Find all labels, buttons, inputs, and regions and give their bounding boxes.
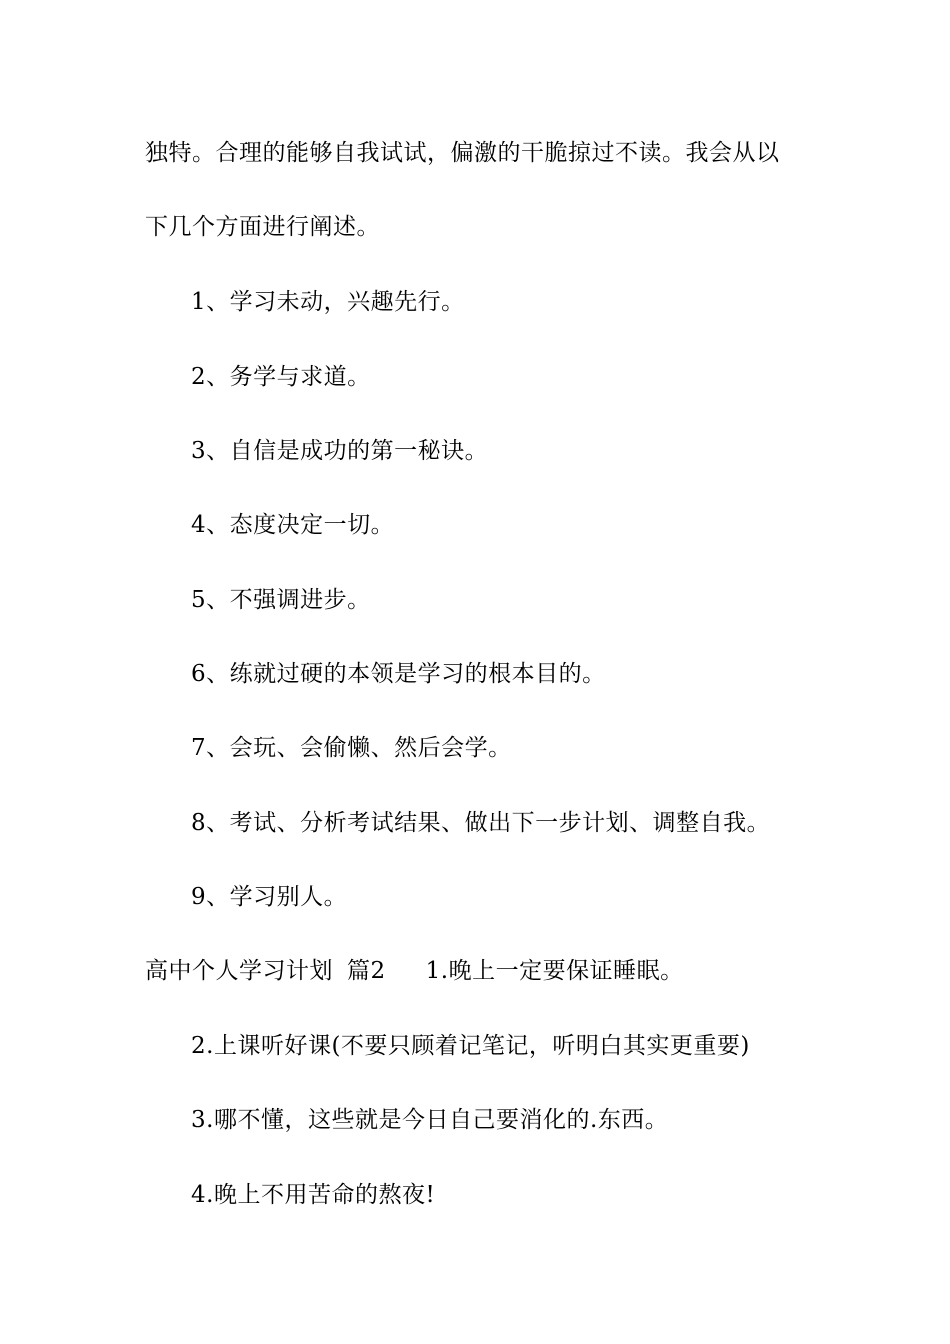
list-item-8: 8、考试、分析考试结果、做出下一步计划、调整自我。 [191,810,771,836]
list-item-3: 3、自信是成功的第一秘诀。 [191,438,489,464]
intro-line-1: 独特。合理的能够自我试试，偏激的干脆掠过不读。我会从以 [145,140,780,166]
intro-line-2: 下几个方面进行阐述。 [145,214,380,240]
section-item-3: 3.哪不懂，这些就是今日自己要消化的.东西。 [191,1107,669,1133]
section-heading [145,956,684,986]
section-item-2: 2.上课听好课(不要只顾着记笔记，听明白其实更重要) [191,1033,750,1059]
list-item-1: 1、学习未动，兴趣先行。 [191,289,465,315]
section-item-4: 4.晚上不用苦命的熬夜! [191,1182,436,1208]
section-title: 高中个人学习计划 [145,958,333,984]
section-first-item: 1.晚上一定要保证睡眠。 [425,958,684,984]
list-item-9: 9、学习别人。 [191,884,348,910]
list-item-7: 7、会玩、会偷懒、然后会学。 [191,735,512,761]
list-item-5: 5、不强调进步。 [191,587,371,613]
list-item-2: 2、务学与求道。 [191,364,371,390]
list-item-6: 6、练就过硬的本领是学习的根本目的。 [191,661,606,687]
section-label: 篇2 [347,958,386,984]
list-item-4: 4、态度决定一切。 [191,512,395,538]
